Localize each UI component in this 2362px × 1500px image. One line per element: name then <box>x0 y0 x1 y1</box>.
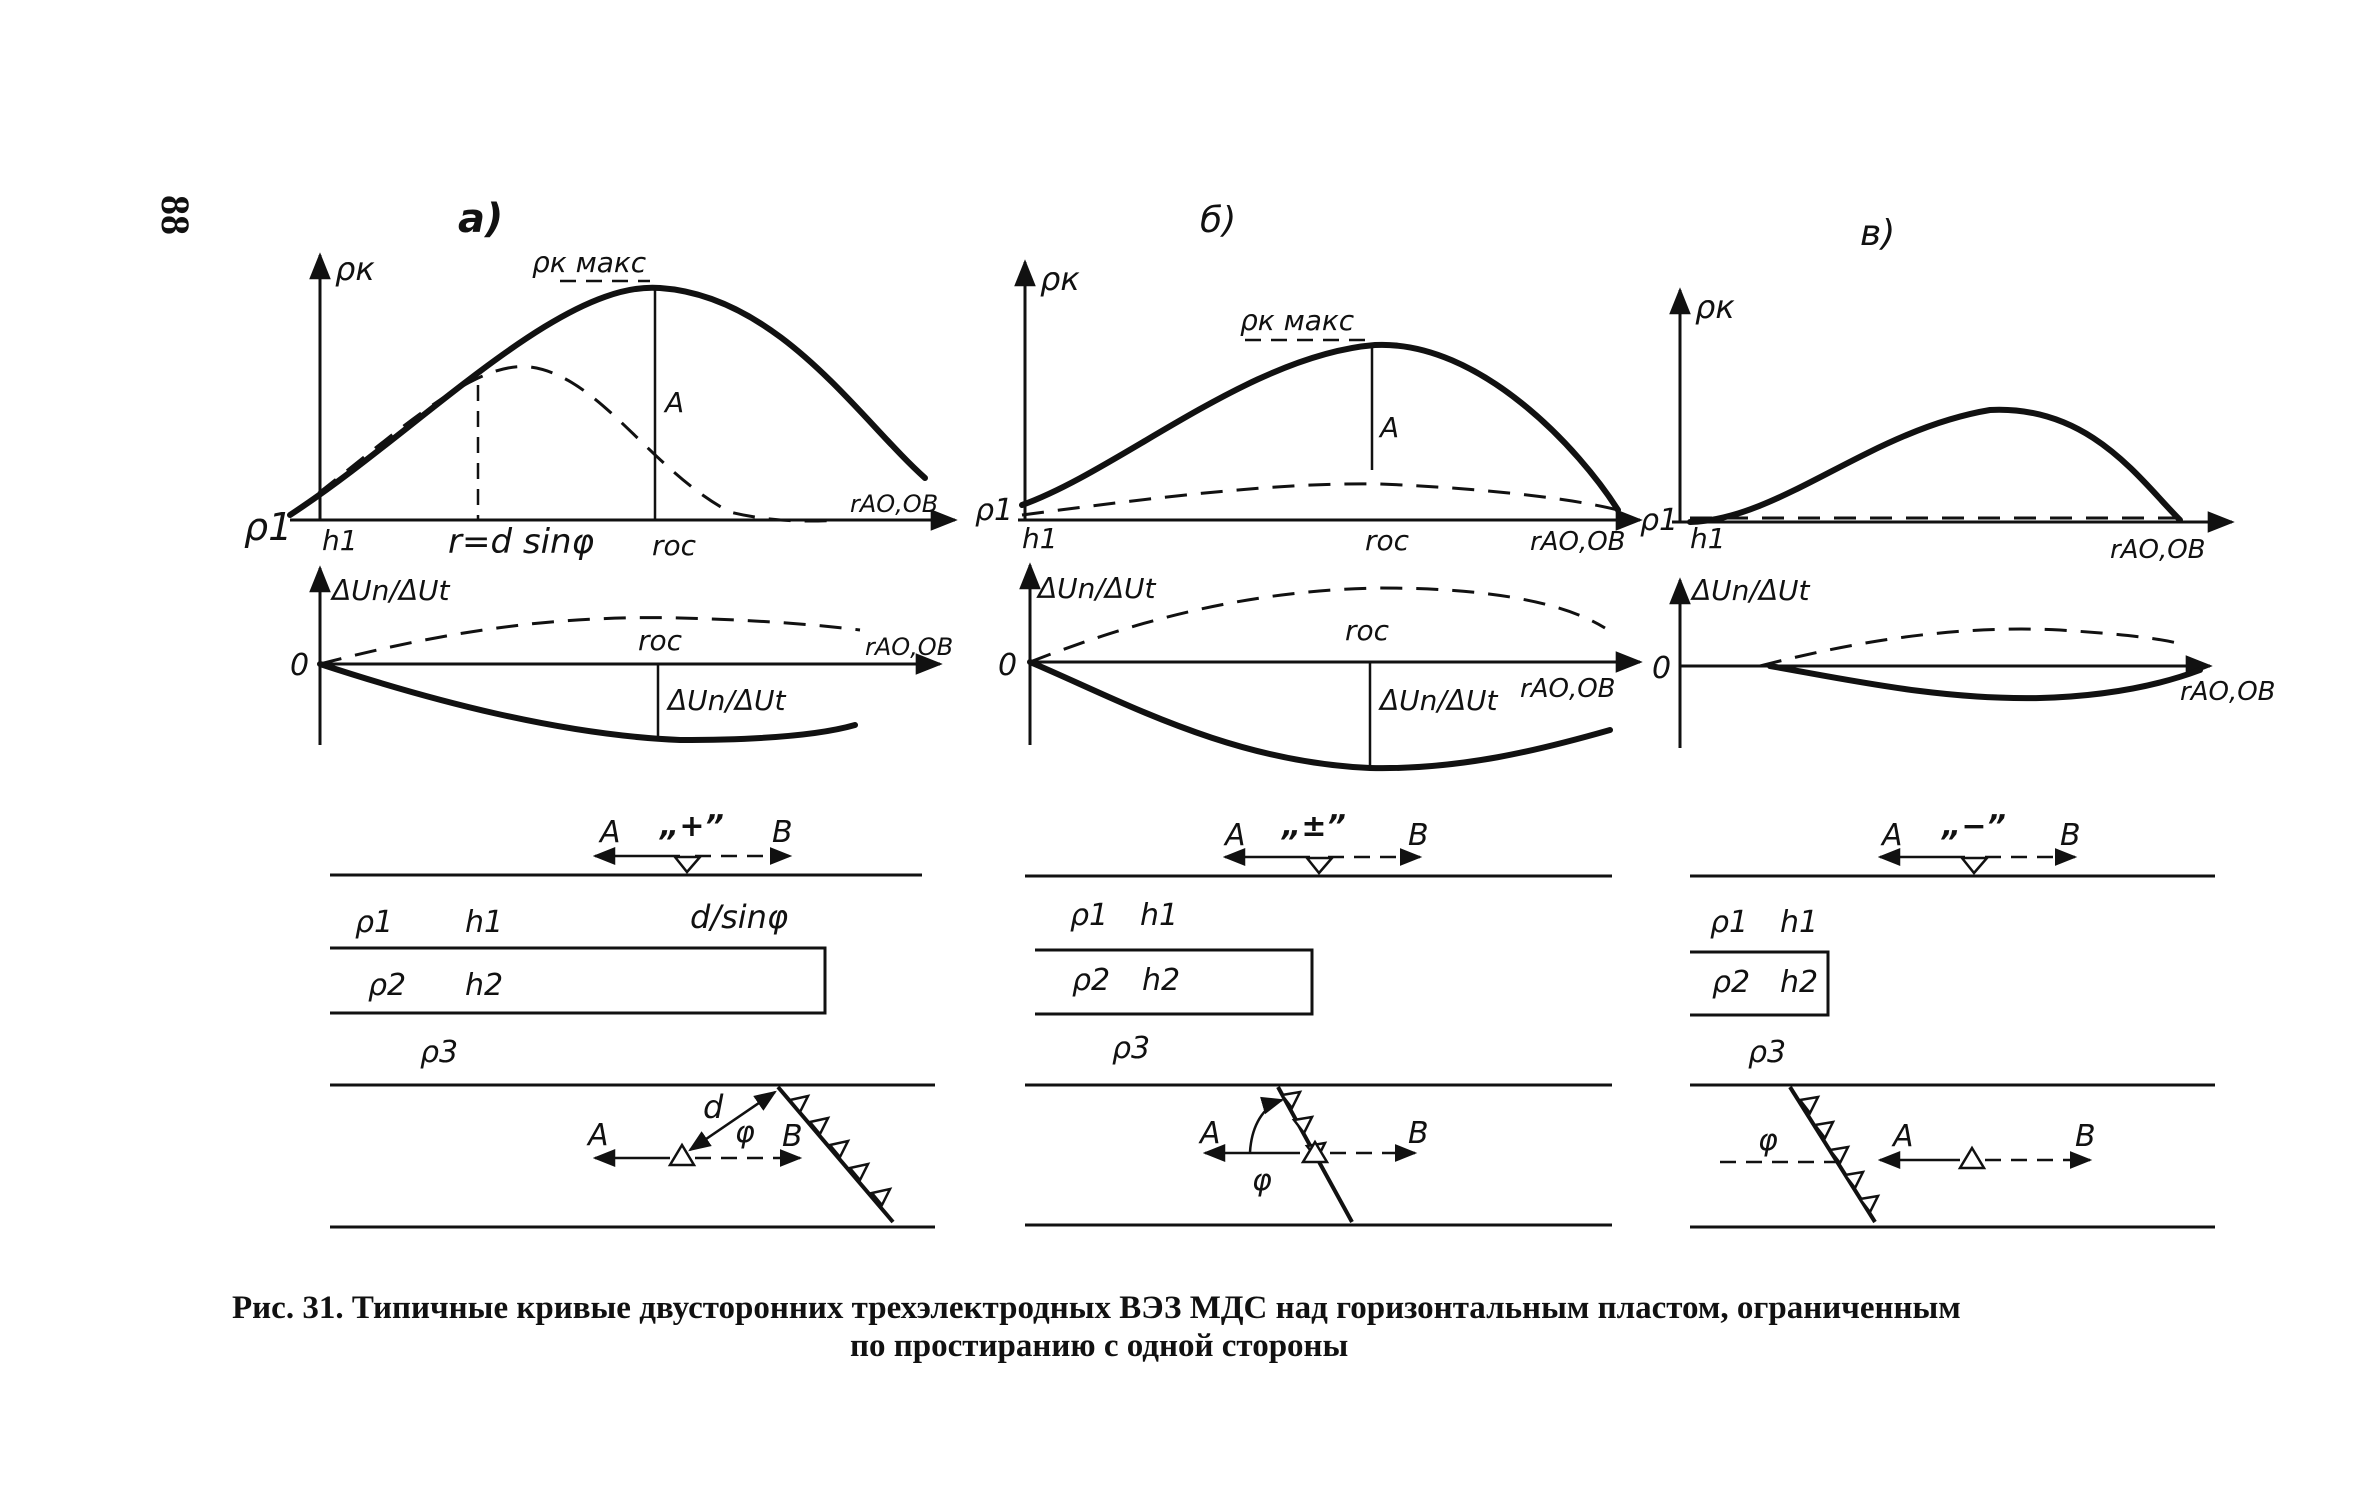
page-number: 88 <box>153 195 198 235</box>
panel-b-a-top: A <box>1225 818 1246 853</box>
caption-line-2: по простиранию с одной стороны <box>850 1328 1349 1364</box>
panel-b-fault-tick <box>1282 1092 1300 1108</box>
panel-a-label: a) <box>458 196 504 242</box>
panel-v-rho1-axis: ρ1 <box>1640 503 1679 538</box>
panel-b-section <box>1025 809 1612 1225</box>
panel-a-rho1-axis: ρ1 <box>244 505 293 549</box>
panel-a-h1: h1 <box>465 905 504 940</box>
panel-b-a-bottom: A <box>1200 1116 1221 1151</box>
panel-v-sign: „−” <box>1942 809 2006 844</box>
panel-a-fault-tick <box>810 1118 828 1134</box>
panel-a-rho-dashed-curve <box>290 367 840 521</box>
panel-a-zero: 0 <box>290 648 310 683</box>
panel-a-rho1: ρ1 <box>355 905 394 940</box>
panel-a-a-top: A <box>600 815 621 850</box>
panel-b-rho2: ρ2 <box>1072 963 1111 998</box>
panel-a <box>244 196 955 1227</box>
panel-v-du-r-ao: rАО,ОВ <box>2180 677 2276 707</box>
panel-a-rho2: ρ2 <box>368 968 407 1003</box>
panel-a-r-ao: rАО,ОВ <box>850 490 939 518</box>
panel-b <box>975 200 1640 1225</box>
panel-v-phi: φ <box>1758 1123 1778 1158</box>
panel-b-h1-axis: h1 <box>1022 522 1058 555</box>
panel-b-b-bottom: B <box>1408 1116 1429 1151</box>
panel-b-electrode-top <box>1307 858 1332 873</box>
panel-a-h2: h2 <box>465 968 504 1003</box>
panel-v-fault-tick <box>1830 1147 1848 1163</box>
panel-a-a-bottom: A <box>588 1118 609 1153</box>
panel-v-section <box>1690 809 2215 1227</box>
panel-b-rho-max: ρк макс <box>1240 304 1355 337</box>
panel-a-du-r-ao: rАО,ОВ <box>865 633 954 661</box>
panel-v-du-solid-curve <box>1770 666 2200 698</box>
panel-a-electrode-top <box>675 857 700 872</box>
panel-a-r-oc: rос <box>652 529 697 562</box>
panel-v-rho-k: ρк <box>1695 288 1735 326</box>
panel-a-rho3: ρ3 <box>420 1035 459 1070</box>
panel-b-phi-arc <box>1250 1100 1282 1152</box>
panel-b-sign: „±” <box>1282 809 1346 844</box>
panel-b-du-r-ao: rАО,ОВ <box>1520 674 1616 704</box>
panel-a-rho-k: ρк <box>335 250 375 288</box>
panel-v <box>1640 213 2276 1227</box>
panel-b-r-oc: rос <box>1365 524 1410 557</box>
panel-v-label: в) <box>1860 213 1896 254</box>
panel-a-b-top: B <box>772 815 793 850</box>
panel-v-a-top: A <box>1882 818 1903 853</box>
panel-a-d: d <box>703 1088 724 1126</box>
panel-v-h1: h1 <box>1780 905 1819 940</box>
panel-v-b-top: B <box>2060 818 2081 853</box>
panel-b-r-ao: rАО,ОВ <box>1530 527 1626 557</box>
panel-a-rho-solid-curve <box>290 288 925 515</box>
panel-a-rho-chart <box>244 246 955 562</box>
panel-b-rho-dashed-curve <box>1022 484 1618 515</box>
panel-v-h2: h2 <box>1780 965 1819 1000</box>
panel-a-du-ratio: ΔUn/ΔUt <box>668 684 786 717</box>
panel-v-h1-axis: h1 <box>1690 522 1726 555</box>
panel-v-du-dashed-curve <box>1760 629 2185 666</box>
panel-a-rho-max: ρк макс <box>532 246 647 279</box>
panel-b-fault-tick <box>1294 1117 1312 1133</box>
panel-a-fault-tick <box>790 1096 808 1112</box>
panel-v-b-bottom: B <box>2075 1119 2096 1154</box>
panel-a-ratio: ΔUn/ΔUt <box>332 574 450 607</box>
panel-a-du-r-oc: rос <box>638 624 683 657</box>
panel-a-du-chart <box>290 568 953 745</box>
panel-v-rho-solid-curve <box>1690 410 2180 522</box>
panel-b-rho-chart <box>975 260 1640 557</box>
panel-a-du-dashed-curve <box>320 618 860 664</box>
panel-a-amplitude: A <box>665 386 685 419</box>
panel-v-du-chart <box>1652 574 2276 748</box>
panel-a-section <box>330 809 935 1227</box>
panel-v-electrode-top <box>1962 858 1987 873</box>
panel-v-r-ao: rАО,ОВ <box>2110 535 2206 565</box>
panel-b-du-ratio: ΔUn/ΔUt <box>1380 684 1498 717</box>
panel-b-rho3: ρ3 <box>1112 1031 1151 1066</box>
panel-b-h1: h1 <box>1140 898 1179 933</box>
panel-b-zero: 0 <box>998 648 1018 683</box>
panel-b-ratio: ΔUn/ΔUt <box>1038 572 1156 605</box>
panel-a-sign: „+” <box>660 809 724 844</box>
panel-v-zero: 0 <box>1652 651 1672 686</box>
panel-b-phi: φ <box>1252 1163 1272 1198</box>
panel-a-r-formula: r=d sinφ <box>448 522 594 562</box>
panel-v-fault-tick <box>1860 1196 1878 1212</box>
panel-b-rho1: ρ1 <box>1070 898 1109 933</box>
panel-b-du-chart <box>998 565 1640 768</box>
caption-line-1: Рис. 31. Типичные кривые двусторонних трехэлектродных ВЭЗ МДС над горизонтальным пластом, ограниченным <box>232 1290 1961 1326</box>
panel-a-electrode-bottom <box>670 1145 694 1165</box>
panel-v-rho2: ρ2 <box>1712 965 1751 1000</box>
panel-b-h2: h2 <box>1142 963 1181 998</box>
panel-b-rho1-axis: ρ1 <box>975 493 1014 528</box>
panel-a-d-sin: d/sinφ <box>690 898 789 936</box>
panel-v-rho3: ρ3 <box>1748 1035 1787 1070</box>
panel-v-ratio: ΔUn/ΔUt <box>1692 574 1810 607</box>
panel-b-amplitude: A <box>1380 411 1400 444</box>
panel-b-du-r-oc: rос <box>1345 614 1390 647</box>
panel-b-b-top: B <box>1408 818 1429 853</box>
panel-v-a-bottom: A <box>1893 1119 1914 1154</box>
panel-b-rho-k: ρк <box>1040 260 1080 298</box>
panel-v-fault-tick <box>1845 1172 1863 1188</box>
panel-b-label: б) <box>1200 200 1237 241</box>
panel-v-electrode-bottom <box>1960 1148 1984 1168</box>
panel-v-rho-chart <box>1640 288 2232 565</box>
panel-a-fault-tick <box>830 1141 848 1157</box>
panel-v-fault-tick <box>1815 1122 1833 1138</box>
panel-a-b-bottom: B <box>782 1119 803 1154</box>
panel-a-h1-axis: h1 <box>322 524 358 557</box>
panel-a-phi: φ <box>735 1115 755 1150</box>
panel-v-rho1: ρ1 <box>1710 905 1749 940</box>
